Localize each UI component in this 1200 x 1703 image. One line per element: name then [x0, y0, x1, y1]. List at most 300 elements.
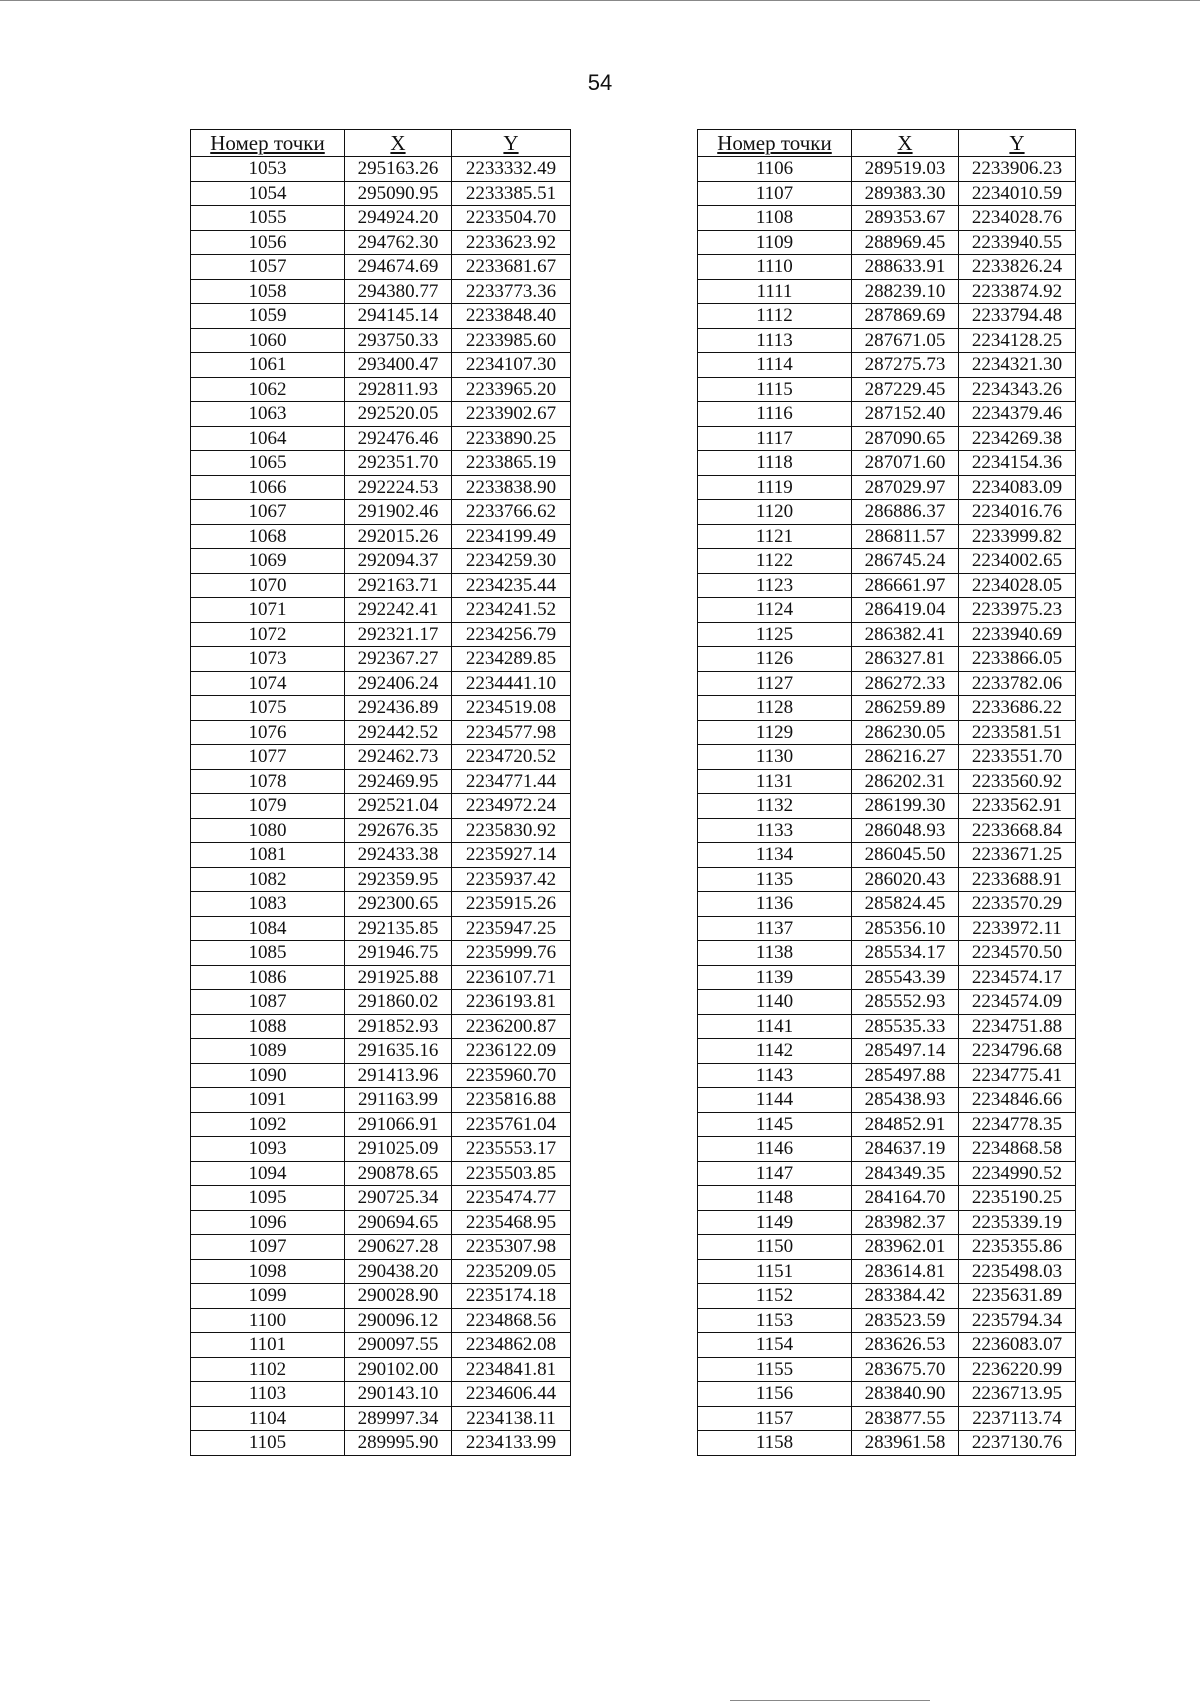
x-coordinate-cell: 292300.65 [345, 892, 452, 917]
x-coordinate-cell: 291066.91 [345, 1112, 452, 1137]
point-number-cell: 1078 [191, 769, 345, 794]
point-number-cell: 1098 [191, 1259, 345, 1284]
point-number-cell: 1071 [191, 598, 345, 623]
point-number-cell: 1151 [698, 1259, 852, 1284]
point-number-cell: 1116 [698, 402, 852, 427]
y-coordinate-cell: 2234778.35 [959, 1112, 1076, 1137]
top-rule [0, 0, 1200, 1]
y-coordinate-cell: 2235553.17 [452, 1137, 571, 1162]
x-coordinate-cell: 292224.53 [345, 475, 452, 500]
x-coordinate-cell: 286230.05 [852, 720, 959, 745]
y-coordinate-cell: 2234574.17 [959, 965, 1076, 990]
page-number: 54 [587, 70, 613, 95]
y-coordinate-cell: 2233332.49 [452, 157, 571, 182]
y-coordinate-cell: 2234235.44 [452, 573, 571, 598]
table-row [698, 1406, 1076, 1431]
table-row [698, 696, 1076, 721]
x-coordinate-cell: 288633.91 [852, 255, 959, 280]
point-number-cell: 1057 [191, 255, 345, 280]
y-coordinate-cell: 2233773.36 [452, 279, 571, 304]
table-row [191, 1186, 571, 1211]
table-row [698, 304, 1076, 329]
table-row [191, 1308, 571, 1333]
x-coordinate-cell: 285824.45 [852, 892, 959, 917]
point-number-cell: 1089 [191, 1039, 345, 1064]
x-coordinate-cell: 292351.70 [345, 451, 452, 476]
table-row [191, 573, 571, 598]
y-coordinate-cell: 2233551.70 [959, 745, 1076, 770]
x-coordinate-cell: 291902.46 [345, 500, 452, 525]
y-coordinate-cell: 2235761.04 [452, 1112, 571, 1137]
x-coordinate-cell: 291852.93 [345, 1014, 452, 1039]
y-coordinate-cell: 2234519.08 [452, 696, 571, 721]
table-row [698, 1014, 1076, 1039]
table-row [191, 549, 571, 574]
x-coordinate-cell: 289353.67 [852, 206, 959, 231]
table-row [191, 377, 571, 402]
y-coordinate-cell: 2234028.76 [959, 206, 1076, 231]
y-coordinate-cell: 2235468.95 [452, 1210, 571, 1235]
table-row [191, 916, 571, 941]
point-number-cell: 1105 [191, 1431, 345, 1456]
y-coordinate-cell: 2233826.24 [959, 255, 1076, 280]
table-row [698, 818, 1076, 843]
table-row [698, 279, 1076, 304]
table-row [191, 647, 571, 672]
x-coordinate-cell: 285356.10 [852, 916, 959, 941]
point-number-cell: 1129 [698, 720, 852, 745]
table-row [698, 230, 1076, 255]
table-row [191, 1112, 571, 1137]
point-number-cell: 1103 [191, 1382, 345, 1407]
y-coordinate-cell: 2233504.70 [452, 206, 571, 231]
point-number-cell: 1084 [191, 916, 345, 941]
y-coordinate-cell: 2234972.24 [452, 794, 571, 819]
table-row [191, 206, 571, 231]
point-number-cell: 1141 [698, 1014, 852, 1039]
table-row [698, 524, 1076, 549]
table-row [191, 1014, 571, 1039]
table-row [698, 745, 1076, 770]
x-coordinate-cell: 290097.55 [345, 1333, 452, 1358]
y-coordinate-cell: 2233965.20 [452, 377, 571, 402]
x-coordinate-cell: 286259.89 [852, 696, 959, 721]
table-row [698, 500, 1076, 525]
table-row [191, 328, 571, 353]
column-header-y: Y [959, 130, 1076, 157]
y-coordinate-cell: 2233623.92 [452, 230, 571, 255]
table-header-row [191, 130, 571, 157]
point-number-cell: 1122 [698, 549, 852, 574]
table-row [191, 524, 571, 549]
table-row [191, 1039, 571, 1064]
x-coordinate-cell: 283384.42 [852, 1284, 959, 1309]
y-coordinate-cell: 2236083.07 [959, 1333, 1076, 1358]
x-coordinate-cell: 292520.05 [345, 402, 452, 427]
x-coordinate-cell: 287275.73 [852, 353, 959, 378]
x-coordinate-cell: 293750.33 [345, 328, 452, 353]
x-coordinate-cell: 295163.26 [345, 157, 452, 182]
table-row [191, 622, 571, 647]
x-coordinate-cell: 292433.38 [345, 843, 452, 868]
x-coordinate-cell: 290878.65 [345, 1161, 452, 1186]
y-coordinate-cell: 2235830.92 [452, 818, 571, 843]
table-row [698, 255, 1076, 280]
point-number-cell: 1086 [191, 965, 345, 990]
table-row [191, 941, 571, 966]
x-coordinate-cell: 287152.40 [852, 402, 959, 427]
point-number-cell: 1054 [191, 181, 345, 206]
column-header-x: X [345, 130, 452, 157]
point-number-cell: 1062 [191, 377, 345, 402]
table-row [191, 426, 571, 451]
table-row [698, 1186, 1076, 1211]
table-row [698, 1210, 1076, 1235]
x-coordinate-cell: 283962.01 [852, 1235, 959, 1260]
x-coordinate-cell: 292436.89 [345, 696, 452, 721]
table-row [191, 451, 571, 476]
table-row [698, 426, 1076, 451]
x-coordinate-cell: 286419.04 [852, 598, 959, 623]
y-coordinate-cell: 2234133.99 [452, 1431, 571, 1456]
table-row [191, 696, 571, 721]
x-coordinate-cell: 287090.65 [852, 426, 959, 451]
point-number-cell: 1153 [698, 1308, 852, 1333]
x-coordinate-cell: 283877.55 [852, 1406, 959, 1431]
x-coordinate-cell: 292135.85 [345, 916, 452, 941]
y-coordinate-cell: 2235999.76 [452, 941, 571, 966]
table-row [191, 1161, 571, 1186]
table-row [191, 181, 571, 206]
x-coordinate-cell: 283626.53 [852, 1333, 959, 1358]
table-row [698, 1259, 1076, 1284]
x-coordinate-cell: 283523.59 [852, 1308, 959, 1333]
x-coordinate-cell: 286886.37 [852, 500, 959, 525]
y-coordinate-cell: 2235960.70 [452, 1063, 571, 1088]
table-row [698, 1333, 1076, 1358]
point-number-cell: 1065 [191, 451, 345, 476]
point-number-cell: 1109 [698, 230, 852, 255]
x-coordinate-cell: 284637.19 [852, 1137, 959, 1162]
point-number-cell: 1080 [191, 818, 345, 843]
table-row [698, 1284, 1076, 1309]
table-row [698, 1308, 1076, 1333]
point-number-cell: 1112 [698, 304, 852, 329]
point-number-cell: 1139 [698, 965, 852, 990]
y-coordinate-cell: 2233681.67 [452, 255, 571, 280]
y-coordinate-cell: 2233975.23 [959, 598, 1076, 623]
point-number-cell: 1064 [191, 426, 345, 451]
table-row [698, 402, 1076, 427]
point-number-cell: 1143 [698, 1063, 852, 1088]
point-number-cell: 1158 [698, 1431, 852, 1456]
x-coordinate-cell: 292163.71 [345, 573, 452, 598]
point-number-cell: 1131 [698, 769, 852, 794]
point-number-cell: 1137 [698, 916, 852, 941]
x-coordinate-cell: 287869.69 [852, 304, 959, 329]
x-coordinate-cell: 292242.41 [345, 598, 452, 623]
x-coordinate-cell: 286661.97 [852, 573, 959, 598]
y-coordinate-cell: 2234606.44 [452, 1382, 571, 1407]
table-row [698, 622, 1076, 647]
x-coordinate-cell: 286382.41 [852, 622, 959, 647]
point-number-cell: 1135 [698, 867, 852, 892]
x-coordinate-cell: 289995.90 [345, 1431, 452, 1456]
point-number-cell: 1115 [698, 377, 852, 402]
table-row [698, 1088, 1076, 1113]
table-row [698, 843, 1076, 868]
y-coordinate-cell: 2235474.77 [452, 1186, 571, 1211]
y-coordinate-cell: 2233782.06 [959, 671, 1076, 696]
table-row [191, 1259, 571, 1284]
table-row [698, 328, 1076, 353]
point-number-cell: 1146 [698, 1137, 852, 1162]
point-number-cell: 1079 [191, 794, 345, 819]
x-coordinate-cell: 290694.65 [345, 1210, 452, 1235]
point-number-cell: 1068 [191, 524, 345, 549]
x-coordinate-cell: 290143.10 [345, 1382, 452, 1407]
y-coordinate-cell: 2233972.11 [959, 916, 1076, 941]
x-coordinate-cell: 285552.93 [852, 990, 959, 1015]
x-coordinate-cell: 283840.90 [852, 1382, 959, 1407]
table-row [698, 892, 1076, 917]
point-number-cell: 1085 [191, 941, 345, 966]
x-coordinate-cell: 286202.31 [852, 769, 959, 794]
x-coordinate-cell: 292359.95 [345, 867, 452, 892]
y-coordinate-cell: 2236193.81 [452, 990, 571, 1015]
point-number-cell: 1123 [698, 573, 852, 598]
column-header-x: X [852, 130, 959, 157]
y-coordinate-cell: 2236200.87 [452, 1014, 571, 1039]
y-coordinate-cell: 2234241.52 [452, 598, 571, 623]
table-row [191, 279, 571, 304]
y-coordinate-cell: 2233686.22 [959, 696, 1076, 721]
table-row [191, 402, 571, 427]
point-number-cell: 1142 [698, 1039, 852, 1064]
point-number-cell: 1101 [191, 1333, 345, 1358]
point-number-cell: 1059 [191, 304, 345, 329]
y-coordinate-cell: 2236122.09 [452, 1039, 571, 1064]
point-number-cell: 1097 [191, 1235, 345, 1260]
table-row [191, 1137, 571, 1162]
y-coordinate-cell: 2233766.62 [452, 500, 571, 525]
point-number-cell: 1145 [698, 1112, 852, 1137]
point-number-cell: 1069 [191, 549, 345, 574]
table-row [698, 1382, 1076, 1407]
y-coordinate-cell: 2234289.85 [452, 647, 571, 672]
point-number-cell: 1119 [698, 475, 852, 500]
y-coordinate-cell: 2234016.76 [959, 500, 1076, 525]
y-coordinate-cell: 2233906.23 [959, 157, 1076, 182]
table-row [698, 1357, 1076, 1382]
point-number-cell: 1152 [698, 1284, 852, 1309]
y-coordinate-cell: 2237113.74 [959, 1406, 1076, 1431]
x-coordinate-cell: 283675.70 [852, 1357, 959, 1382]
y-coordinate-cell: 2234990.52 [959, 1161, 1076, 1186]
table-row [191, 230, 571, 255]
x-coordinate-cell: 285438.93 [852, 1088, 959, 1113]
y-coordinate-cell: 2234107.30 [452, 353, 571, 378]
point-number-cell: 1092 [191, 1112, 345, 1137]
point-number-cell: 1090 [191, 1063, 345, 1088]
x-coordinate-cell: 292811.93 [345, 377, 452, 402]
table-row [698, 475, 1076, 500]
point-number-cell: 1073 [191, 647, 345, 672]
x-coordinate-cell: 286045.50 [852, 843, 959, 868]
x-coordinate-cell: 292321.17 [345, 622, 452, 647]
x-coordinate-cell: 285543.39 [852, 965, 959, 990]
table-row [191, 353, 571, 378]
y-coordinate-cell: 2235307.98 [452, 1235, 571, 1260]
point-number-cell: 1133 [698, 818, 852, 843]
table-row [698, 353, 1076, 378]
table-row [191, 892, 571, 917]
table-row [191, 1210, 571, 1235]
x-coordinate-cell: 289519.03 [852, 157, 959, 182]
column-header-y: Y [452, 130, 571, 157]
point-number-cell: 1128 [698, 696, 852, 721]
y-coordinate-cell: 2234256.79 [452, 622, 571, 647]
table-row [698, 916, 1076, 941]
table-row [191, 255, 571, 280]
table-row [698, 451, 1076, 476]
x-coordinate-cell: 291946.75 [345, 941, 452, 966]
table-row [191, 500, 571, 525]
point-number-cell: 1099 [191, 1284, 345, 1309]
table-row [191, 745, 571, 770]
x-coordinate-cell: 283982.37 [852, 1210, 959, 1235]
y-coordinate-cell: 2234441.10 [452, 671, 571, 696]
point-number-cell: 1124 [698, 598, 852, 623]
y-coordinate-cell: 2236107.71 [452, 965, 571, 990]
point-number-cell: 1117 [698, 426, 852, 451]
table-row [191, 1088, 571, 1113]
x-coordinate-cell: 290627.28 [345, 1235, 452, 1260]
y-coordinate-cell: 2233940.69 [959, 622, 1076, 647]
x-coordinate-cell: 291025.09 [345, 1137, 452, 1162]
coordinates-table-right [697, 129, 1076, 1456]
table-body-left [191, 157, 571, 1456]
y-coordinate-cell: 2234010.59 [959, 181, 1076, 206]
point-number-cell: 1093 [191, 1137, 345, 1162]
x-coordinate-cell: 291635.16 [345, 1039, 452, 1064]
point-number-cell: 1126 [698, 647, 852, 672]
table-row [191, 304, 571, 329]
x-coordinate-cell: 294674.69 [345, 255, 452, 280]
table-row [191, 843, 571, 868]
x-coordinate-cell: 287071.60 [852, 451, 959, 476]
table-row [698, 769, 1076, 794]
point-number-cell: 1075 [191, 696, 345, 721]
x-coordinate-cell: 292406.24 [345, 671, 452, 696]
x-coordinate-cell: 286199.30 [852, 794, 959, 819]
y-coordinate-cell: 2234259.30 [452, 549, 571, 574]
x-coordinate-cell: 292442.52 [345, 720, 452, 745]
y-coordinate-cell: 2237130.76 [959, 1431, 1076, 1456]
point-number-cell: 1121 [698, 524, 852, 549]
point-number-cell: 1055 [191, 206, 345, 231]
point-number-cell: 1113 [698, 328, 852, 353]
point-number-cell: 1148 [698, 1186, 852, 1211]
point-number-cell: 1088 [191, 1014, 345, 1039]
y-coordinate-cell: 2234862.08 [452, 1333, 571, 1358]
y-coordinate-cell: 2233688.91 [959, 867, 1076, 892]
point-number-cell: 1108 [698, 206, 852, 231]
y-coordinate-cell: 2235209.05 [452, 1259, 571, 1284]
table-row [698, 157, 1076, 182]
x-coordinate-cell: 291860.02 [345, 990, 452, 1015]
table-row [698, 867, 1076, 892]
y-coordinate-cell: 2234269.38 [959, 426, 1076, 451]
point-number-cell: 1130 [698, 745, 852, 770]
y-coordinate-cell: 2234138.11 [452, 1406, 571, 1431]
x-coordinate-cell: 287671.05 [852, 328, 959, 353]
y-coordinate-cell: 2233848.40 [452, 304, 571, 329]
y-coordinate-cell: 2234002.65 [959, 549, 1076, 574]
point-number-cell: 1077 [191, 745, 345, 770]
y-coordinate-cell: 2233581.51 [959, 720, 1076, 745]
y-coordinate-cell: 2233560.92 [959, 769, 1076, 794]
y-coordinate-cell: 2236220.99 [959, 1357, 1076, 1382]
x-coordinate-cell: 286216.27 [852, 745, 959, 770]
y-coordinate-cell: 2234841.81 [452, 1357, 571, 1382]
x-coordinate-cell: 292469.95 [345, 769, 452, 794]
point-number-cell: 1111 [698, 279, 852, 304]
table-row [191, 1431, 571, 1456]
point-number-cell: 1120 [698, 500, 852, 525]
table-row [698, 181, 1076, 206]
y-coordinate-cell: 2234570.50 [959, 941, 1076, 966]
x-coordinate-cell: 290438.20 [345, 1259, 452, 1284]
x-coordinate-cell: 285497.14 [852, 1039, 959, 1064]
column-header-point-number: Номер точки [191, 130, 345, 157]
y-coordinate-cell: 2234028.05 [959, 573, 1076, 598]
table-row [698, 1137, 1076, 1162]
y-coordinate-cell: 2234751.88 [959, 1014, 1076, 1039]
table-row [698, 1161, 1076, 1186]
table-row [191, 598, 571, 623]
x-coordinate-cell: 294762.30 [345, 230, 452, 255]
point-number-cell: 1074 [191, 671, 345, 696]
point-number-cell: 1118 [698, 451, 852, 476]
point-number-cell: 1125 [698, 622, 852, 647]
y-coordinate-cell: 2235794.34 [959, 1308, 1076, 1333]
point-number-cell: 1070 [191, 573, 345, 598]
x-coordinate-cell: 291413.96 [345, 1063, 452, 1088]
y-coordinate-cell: 2235339.19 [959, 1210, 1076, 1235]
point-number-cell: 1136 [698, 892, 852, 917]
point-number-cell: 1091 [191, 1088, 345, 1113]
table-row [191, 1333, 571, 1358]
point-number-cell: 1100 [191, 1308, 345, 1333]
x-coordinate-cell: 293400.47 [345, 353, 452, 378]
table-row [698, 1235, 1076, 1260]
x-coordinate-cell: 285497.88 [852, 1063, 959, 1088]
point-number-cell: 1082 [191, 867, 345, 892]
table-row [698, 1112, 1076, 1137]
point-number-cell: 1114 [698, 353, 852, 378]
x-coordinate-cell: 288969.45 [852, 230, 959, 255]
table-row [698, 1431, 1076, 1456]
table-row [191, 794, 571, 819]
table-row [698, 206, 1076, 231]
coordinates-table-left [190, 129, 571, 1456]
x-coordinate-cell: 283614.81 [852, 1259, 959, 1284]
table-row [698, 549, 1076, 574]
y-coordinate-cell: 2233890.25 [452, 426, 571, 451]
x-coordinate-cell: 284164.70 [852, 1186, 959, 1211]
point-number-cell: 1140 [698, 990, 852, 1015]
